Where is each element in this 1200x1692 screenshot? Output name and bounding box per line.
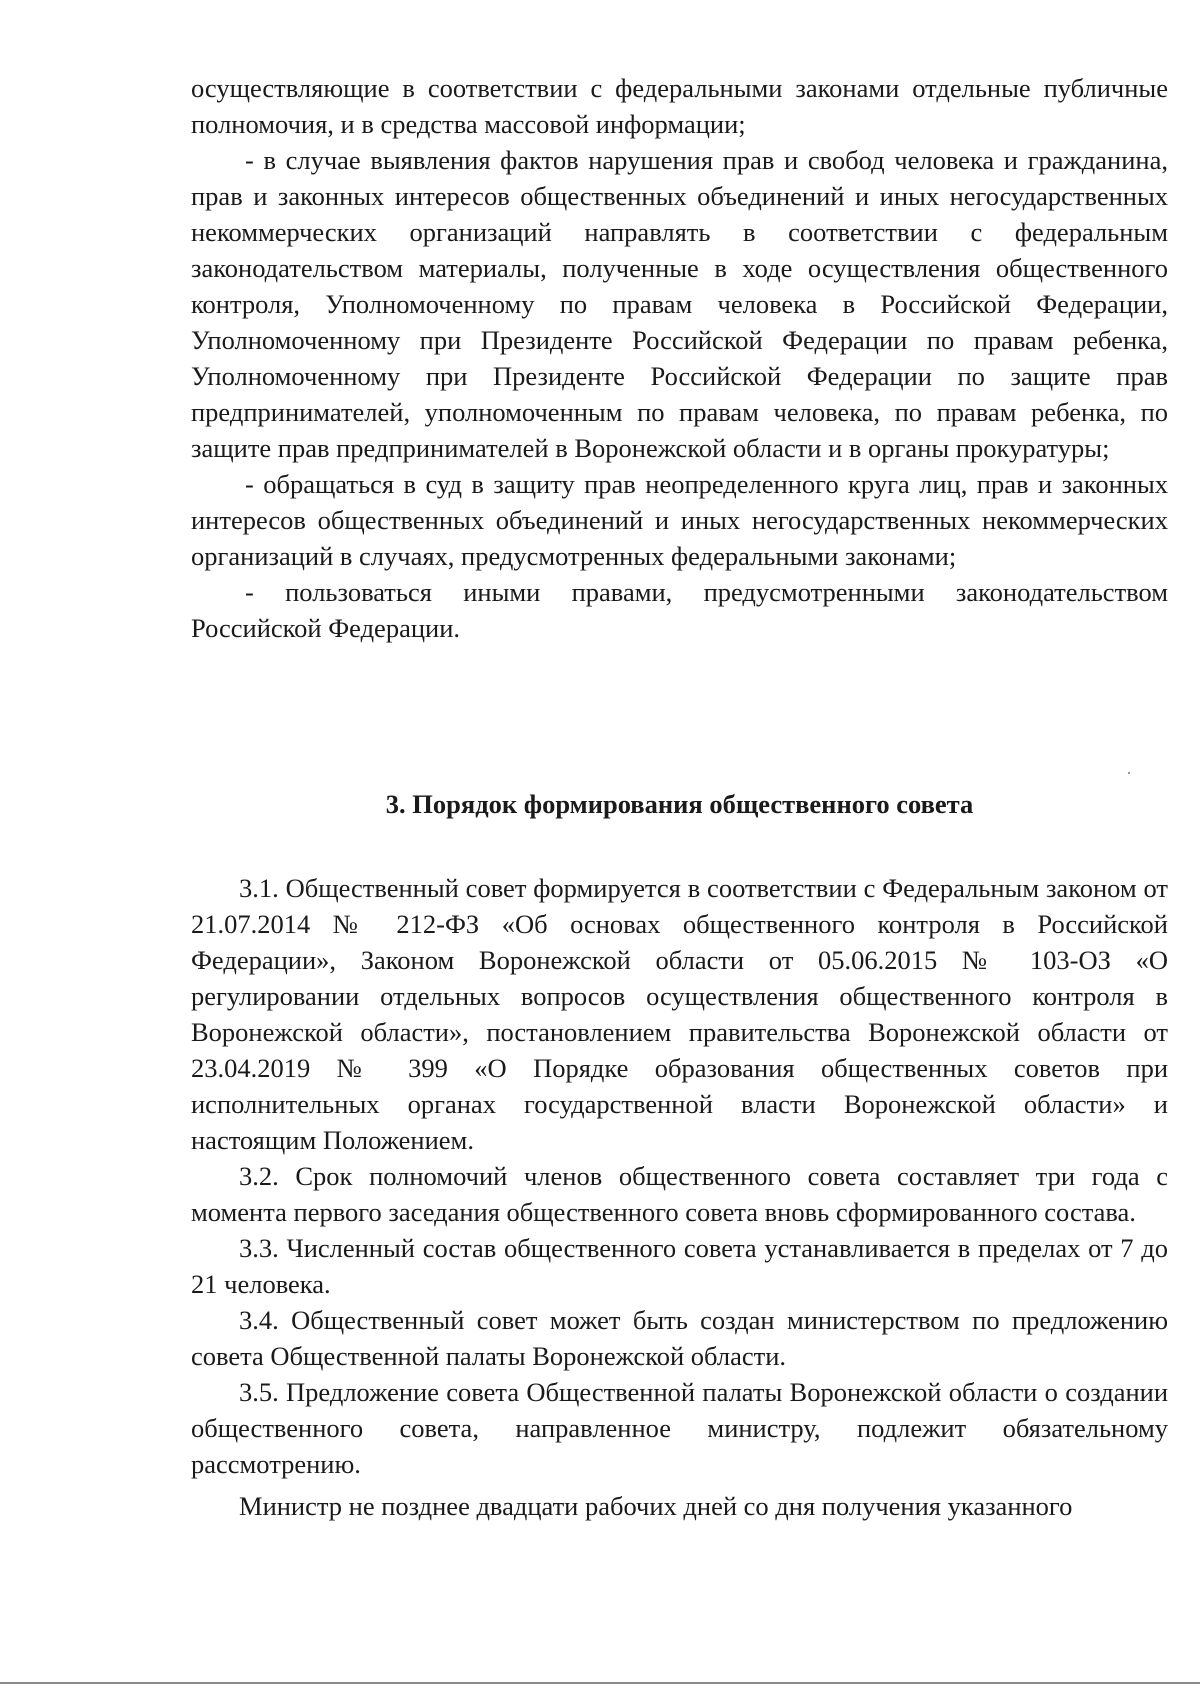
- paragraph-3-1: 3.1. Общественный совет формируется в соответствии с Федеральным законом от 21.07.2014 № 212-ФЗ «Об основах общественного контроля в Российской Федерации», Законом Воронежской области от 05.06.2015 № 103-ОЗ «О регулировании отдельных вопросов осуществления общественного контроля в Воронежской области», постановлением правительства Воронежской области от 23.04.2019 № 399 «О Порядке образования общественных советов при исполнительных органах государственной власти Воронежской области» и настоящим Положением.: [191, 873, 1168, 1155]
- paragraph-continuation: осуществляющие в соответствии с федеральными законами отдельные публичные полномочия, и в средства массовой информации;: [191, 73, 1168, 139]
- paragraph-3-2: 3.2. Срок полномочий членов общественного совета составляет три года с момента первого заседания общественного совета вновь сформированного состава.: [191, 1161, 1168, 1227]
- text-block-formation: [191, 870, 1168, 1524]
- paragraph-3-3: 3.3. Численный состав общественного совета устанавливается в пределах от 7 до 21 человека.: [191, 1233, 1168, 1299]
- paragraph-right-other: - пользоваться иными правами, предусмотренными законодательством Российской Федерации.: [191, 577, 1168, 643]
- text-block-rights: [191, 70, 1168, 646]
- paragraph-3-5: 3.5. Предложение совета Общественной палаты Воронежской области о создании общественного совета, направленное министру, подлежит обязательному рассмотрению.: [191, 1377, 1168, 1479]
- paragraph-minister: Министр не позднее двадцати рабочих дней со дня получения указанного: [239, 1491, 1073, 1521]
- paragraph-right-report-violations: - в случае выявления фактов нарушения прав и свобод человека и гражданина, прав и законных интересов общественных объединений и иных негосударственных некоммерческих организаций направлять в соответствии с федеральным законодательством материалы, полученные в ходе осуществления общественного контроля, Уполномоченному по правам человека в Российской Федерации, Уполномоченному при Президенте Российской Федерации по правам ребенка, Уполномоченному при Президенте Российской Федерации по защите прав предпринимателей, уполномоченным по правам человека, по правам ребенка, по защите прав предпринимателей в Воронежской области и в органы прокуратуры;: [191, 145, 1168, 463]
- paragraph-right-court: - обращаться в суд в защиту прав неопределенного круга лиц, прав и законных интересов общественных объединений и иных негосударственных некоммерческих организаций в случаях, предусмотренных федеральными законами;: [191, 469, 1168, 571]
- scan-speck: [1128, 772, 1130, 774]
- page-bottom-edge: [0, 1682, 1200, 1684]
- section-heading: 3. Порядок формирования общественного совета: [385, 789, 974, 819]
- paragraph-3-4: 3.4. Общественный совет может быть создан министерством по предложению совета Общественной палаты Воронежской области.: [191, 1305, 1168, 1371]
